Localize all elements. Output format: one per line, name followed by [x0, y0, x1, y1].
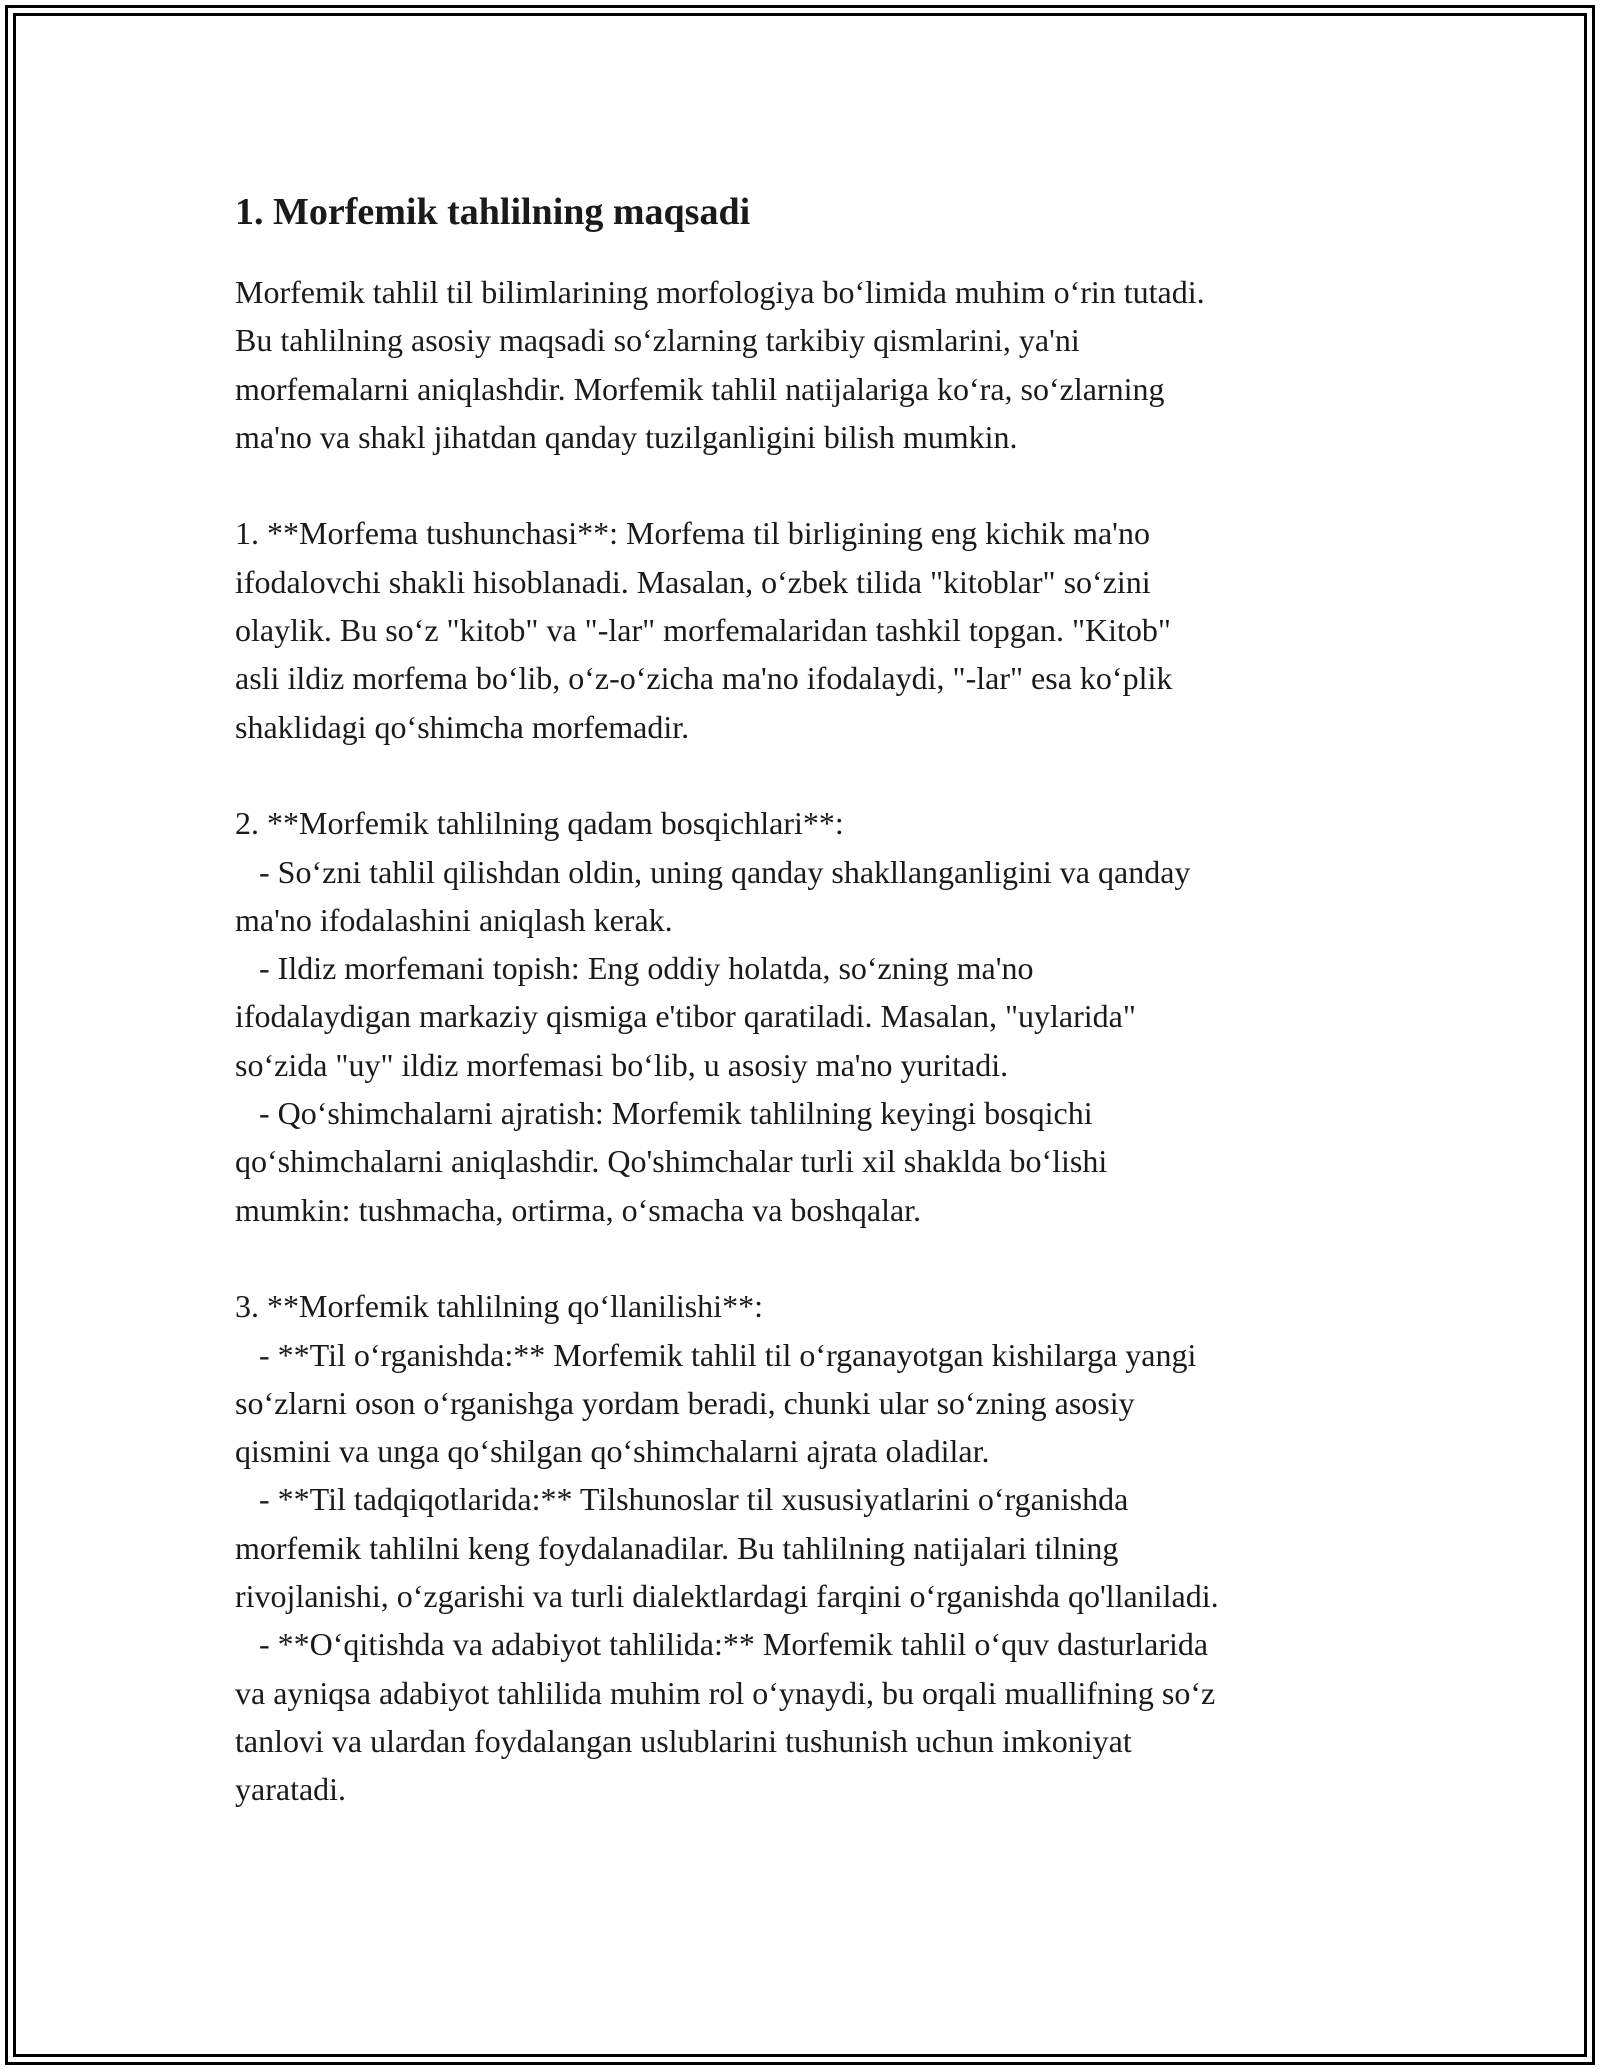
- document-content: [235, 186, 1395, 1814]
- section-body: Morfemik tahlil til bilimlarining morfologiya bo‘limida muhim o‘rin tutadi. Bu tahlilning asosiy maqsadi so‘zlarning tarkibiy qismlarini, ya'ni morfemalarni aniqlashdir. Morfemik tahlil natijalariga ko‘ra, so‘zlarning ma'no va shakl jihatdan qanday tuzilganligini bilish mumkin. 1. **Morfema tushunchasi**: Morfema til birligining eng kichik ma'no ifodalovchi shakli hisoblanadi. Masalan, o‘zbek tilida "kitoblar" so‘zini olaylik. Bu so‘z "kitob" va "-lar" morfemalaridan tashkil topgan. "Kitob" asli ildiz morfema bo‘lib, o‘z-o‘zicha ma'no ifodalaydi, "-lar" esa ko‘plik shaklidagi qo‘shimcha morfemadir. 2. **Morfemik tahlilning qadam bosqichlari**: - So‘zni tahlil qilishdan oldin, uning qanday shakllanganligini va qanday ma'no ifodalashini aniqlash kerak. - Ildiz morfemani topish: Eng oddiy holatda, so‘zning ma'no ifodalaydigan markaziy qismiga e'tibor qaratiladi. Masalan, "uylarida" so‘zida "uy" ildiz morfemasi bo‘lib, u asosiy ma'no yuritadi. - Qo‘shimchalarni ajratish: Morfemik tahlilning keyingi bosqichi qo‘shimchalarni aniqlashdir. Qo'shimchalar turli xil shaklda bo‘lishi mumkin: tushmacha, ortirma, o‘smacha va boshqalar. 3. **Morfemik tahlilning qo‘llanilishi**: - **Til o‘rganishda:** Morfemik tahlil til o‘rganayotgan kishilarga yangi so‘zlarni oson o‘rganishga yordam beradi, chunki ular so‘zning asosiy qismini va unga qo‘shilgan qo‘shimchalarni ajrata oladilar. - **Til tadqiqotlarida:** Tilshunoslar til xususiyatlarini o‘rganishda morfemik tahlilni keng foydalanadilar. Bu tahlilning natijalari tilning rivojlanishi, o‘zgarishi va turli dialektlardagi farqini o‘rganishda qo'llaniladi. - **O‘qitishda va adabiyot tahlilida:** Morfemik tahlil o‘quv dasturlarida va ayniqsa adabiyot tahlilida muhim rol o‘ynaydi, bu orqali muallifning so‘z tanlovi va ulardan foydalangan uslublarini tushunish uchun imkoniyat yaratadi.: [235, 274, 1219, 1808]
- section-title: 1. Morfemik tahlilning maqsadi: [235, 191, 751, 233]
